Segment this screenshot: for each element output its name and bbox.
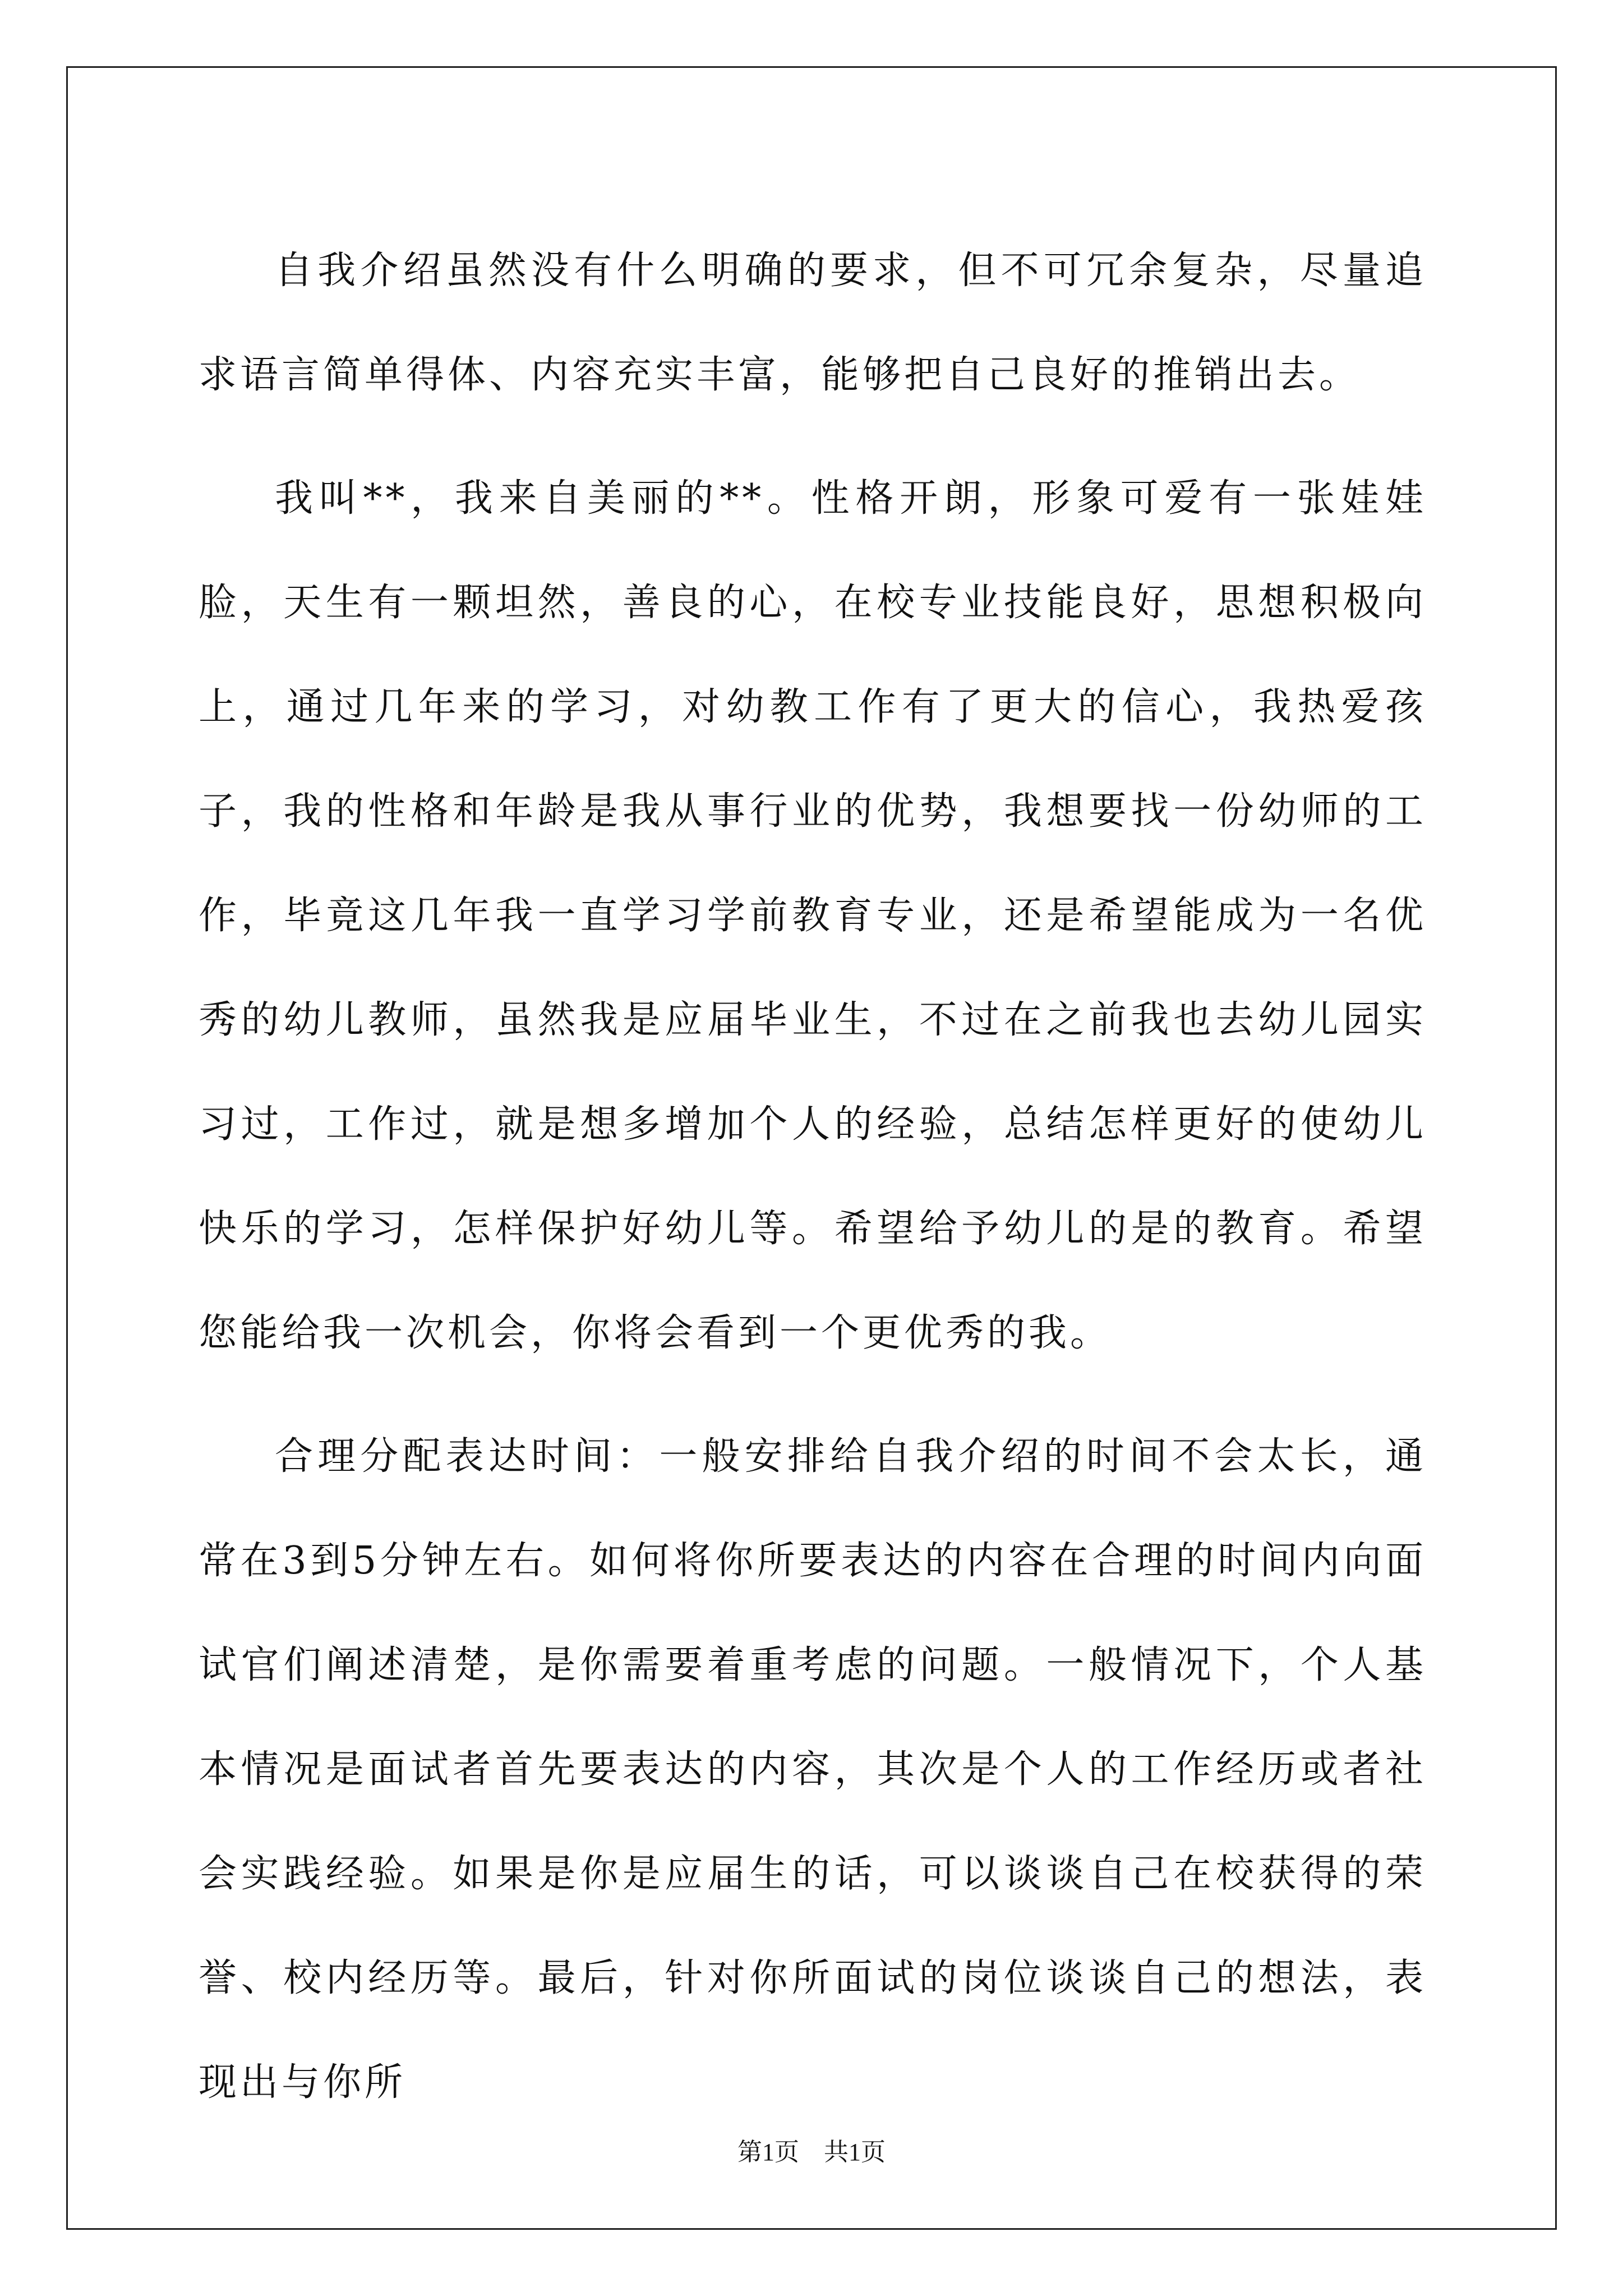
document-body bbox=[199, 219, 1427, 2154]
paragraph-intro: 自我介绍虽然没有什么明确的要求，但不可冗余复杂，尽量追求语言简单得体、内容充实丰富，能够把自己良好的推销出去。 bbox=[199, 249, 1427, 397]
page-number-footer: 第1页 共1页 bbox=[737, 2138, 886, 2166]
paragraph-self-introduction: 我叫**，我来自美丽的**。性格开朗，形象可爱有一张娃娃脸，天生有一颗坦然，善良的心，在校专业技能良好，思想积极向上，通过几年来的学习，对幼教工作有了更大的信心，我热爱孩子，我的性格和年龄是我从事行业的优势，我想要找一份幼师的工作，毕竟这几年我一直学习学前教育专业，还是希望能成为一名优秀的幼儿教师，虽然我是应届毕业生，不过在之前我也去幼儿园实习过，工作过，就是想多增加个人的经验，总结怎样更好的使幼儿快乐的学习，怎样保护好幼儿等。希望给予幼儿的是的教育。希望您能给我一次机会，你将会看到一个更优秀的我。 bbox=[199, 476, 1427, 1355]
paragraph-time-allocation: 合理分配表达时间：一般安排给自我介绍的时间不会太长，通常在3到5分钟左右。如何将你所要表达的内容在合理的时间内向面试官们阐述清楚，是你需要着重考虑的问题。一般情况下，个人基本情况是面试者首先要表达的内容，其次是个人的工作经历或者社会实践经验。如果是你是应届生的话，可以谈谈自己在校获得的荣誉、校内经历等。最后，针对你所面试的岗位谈谈自己的想法，表现出与你所 bbox=[199, 1434, 1427, 2105]
